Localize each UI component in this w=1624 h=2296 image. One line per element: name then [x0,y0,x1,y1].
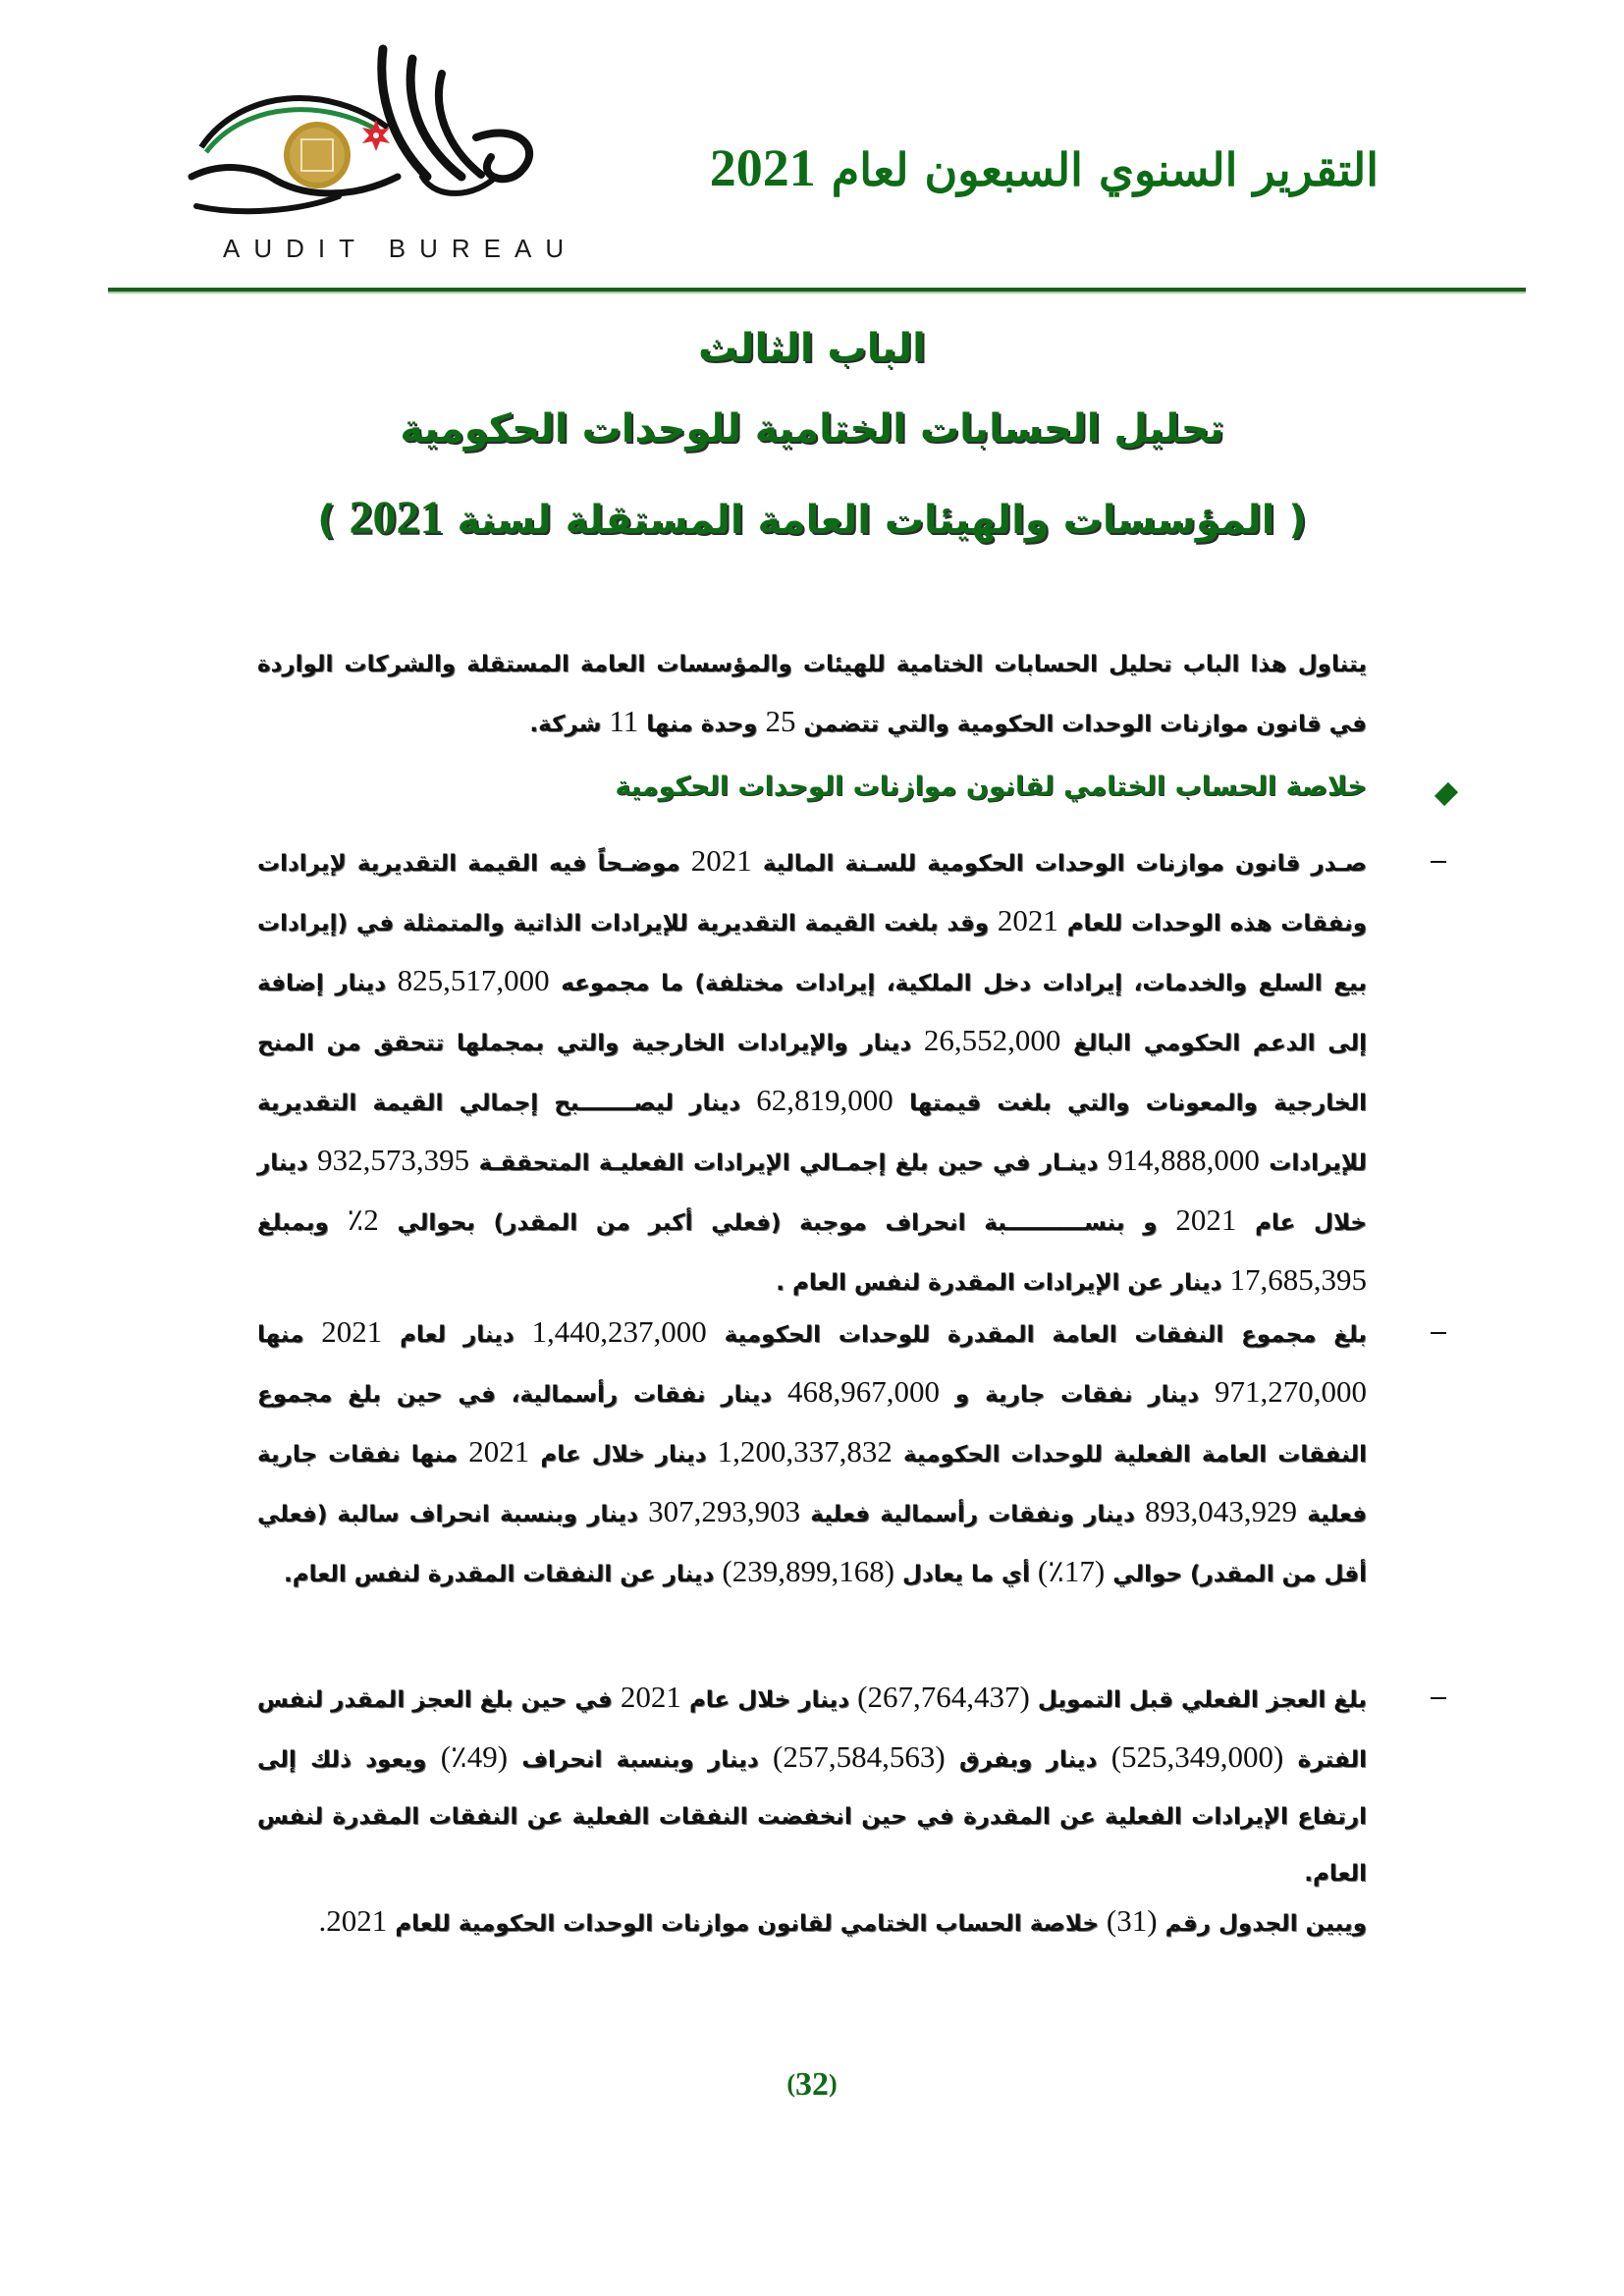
year-value: 2021 [997,903,1058,937]
actual-deficit-amount: (267,764,437) [857,1680,1030,1714]
chapter-subtitle-close: ) [317,498,336,543]
expenditure-deviation-amount: (239,899,168) [722,1554,895,1588]
report-title [710,137,1379,198]
paragraph-text: دينـار في حين بلغ إجمـالي الإيرادات الفعليـة المتحققـة [478,1150,1099,1176]
paragraph-text: دينار إضافة إلى الدعم الحكومي البالغ [257,971,1368,1056]
audit-bureau-logo [182,29,578,263]
table-reference-sentence [257,1893,1367,1952]
paragraph-text: دينار ونفقات رأسمالية فعلية [810,1502,1135,1527]
chapter-subtitle-text: ( المؤسسات والهيئات العامة المستقلة لسنة [457,498,1307,543]
paragraph-text: دينار وبنسبة انحراف سالبة (فعلي أقل من المقدر) حوالي [257,1502,1367,1587]
diamond-bullet-icon [1435,782,1458,806]
actual-total-revenue: 932,573,395 [317,1143,470,1177]
paragraph-text: دينار نفقات جارية و [954,1382,1200,1408]
page-number [0,2066,1624,2104]
paragraph-text: دينار خلال عام [688,1687,850,1713]
estimated-total-expenditure: 1,440,237,000 [531,1314,707,1349]
paragraph-text: وبمبلغ [257,1210,329,1236]
paragraph-text: ويعود ذلك إلى ارتفاع الإيرادات الفعلية عن المقدرة في حين انخفضت النفقات الفعلية عن النفقات المقدرة لنفس العام. [257,1747,1367,1887]
paragraph-text: وقد بلغت القيمة التقديرية للإيرادات الذاتية والمتمثلة في (إيرادات بيع السلع والخدمات، إيرادات دخل الملكية، إيرادات مختلفة) ما مجموعه [257,911,1367,996]
intro-text: يتناول هذا الباب تحليل الحسابات الختامية للهيئات والمؤسسات العامة المستقلة والشركات الواردة في قانون موازنات الوحدات الحكومية والتي تتضمن [257,652,1367,737]
actual-capital-expenditure: 307,293,903 [648,1494,801,1528]
paragraph-text: دينار وبنسبة انحراف [521,1747,759,1773]
paragraph-text: دينار نفقات رأسمالية، في حين بلغ مجموع النفقات العامة الفعلية للوحدات الحكومية [257,1382,1368,1468]
intro-text: وحدة منها [646,712,758,737]
estimated-capital-expenditure: 468,967,000 [787,1374,941,1409]
year-value: 2021 [468,1434,530,1468]
chapter-title: تحليل الحسابات الختامية للوحدات الحكومية [400,406,1224,452]
paragraph-text: دينار لعام [400,1322,514,1348]
expenditure-deviation-percent: (17٪) [1037,1554,1106,1588]
paragraph-text: دينار والإيرادات الخارجية والتي بمجملها تتحقق من المنح الخارجية والمعونات والتي بلغت قيمتها [257,1031,1367,1116]
dash-bullet-icon [1431,1332,1446,1334]
paragraph-text: دينار عن النفقات المقدرة لنفس العام. [284,1562,715,1587]
year-value: 2021 [620,1680,681,1714]
page-number-value: 32 [795,2066,829,2103]
paragraph-text: في حين بلغ العجز المقدر لنفس الفترة [257,1687,1368,1773]
paragraph-text: بلغ العجز الفعلي قبل التمويل [1037,1687,1368,1713]
page-number-paren: ) [829,2069,838,2098]
paragraph-text: خلاصة الحساب الختامي لقانون موازنات الوحدات الحكومية للعام [395,1911,1099,1937]
paragraph-text: ويبين الجدول رقم [1164,1911,1367,1937]
chapter-subtitle [0,491,1624,545]
year-value: 2021 [1175,1202,1237,1237]
deficit-difference-amount: (257,584,563) [773,1739,946,1774]
actual-total-expenditure: 1,200,337,832 [717,1434,893,1468]
gov-support-amount: 26,552,000 [923,1023,1061,1057]
revenue-deviation-percent: 2٪ [347,1202,379,1237]
deficit-paragraph [257,1669,1367,1902]
paragraph-text: دينار وبفرق [959,1747,1098,1773]
expenditure-paragraph [257,1304,1367,1603]
table-number: (31) [1106,1903,1158,1938]
dash-bullet-icon [1431,1697,1446,1699]
page-number-paren: ( [786,2069,795,2098]
deficit-deviation-percent: (49٪) [440,1739,509,1774]
paragraph-text: بلغ مجموع النفقات العامة المقدرة للوحدات الحكومية [724,1322,1367,1348]
units-count: 25 [765,704,796,738]
paragraph-text: أي ما يعادل [902,1562,1030,1587]
chapter-subtitle-year: 2021 [349,492,444,544]
paragraph-text: دينار عن الإيرادات المقدرة لنفس العام . [776,1270,1222,1296]
revenue-deviation-amount: 17,685,395 [1229,1262,1367,1297]
companies-count: 11 [609,704,639,738]
intro-text: شركة. [529,712,602,737]
external-grants-amount: 62,819,000 [756,1083,893,1117]
paragraph-text: و بنســــــــــبة انحراف موجبة (فعلي أكبر من المقدر) بحوالي [397,1210,1158,1236]
report-title-year: 2021 [709,138,816,197]
logo-english-caption: AUDIT BUREAU [223,234,578,263]
section-heading: خلاصة الحساب الختامي لقانون موازنات الوحدات الحكومية [615,772,1367,802]
paragraph-text: منها [257,1322,304,1348]
paragraph-text: دينار ليصـــــــبح إجمالي القيمة التقديرية للإيرادات [257,1091,1368,1176]
dash-bullet-icon [1431,861,1446,863]
estimated-current-expenditure: 971,270,000 [1214,1374,1367,1409]
paragraph-text: دينار خلال عام [540,1442,707,1468]
paragraph-text: صـدر قانون موازنات الوحدات الحكومية للسـنة المالية [762,851,1368,877]
own-revenue-amount: 825,517,000 [397,963,550,997]
estimated-total-revenue: 914,888,000 [1107,1143,1260,1177]
estimated-deficit-amount: (525,349,000) [1110,1739,1284,1774]
report-title-text: التقرير السنوي السبعون لعام [831,143,1379,196]
actual-current-expenditure: 893,043,929 [1145,1494,1298,1528]
paragraph-text: دينار خلال عام [257,1150,1367,1236]
paragraph-text: موضـحاً فيه القيمة التقديرية لإيرادات ونفقات هذه الوحدات للعام [257,851,1367,936]
paragraph-text: منها نفقات جارية فعلية [257,1442,1368,1527]
year-value: 2021 [321,1314,383,1349]
year-value: 2021. [318,1903,388,1938]
page-header [0,0,1624,294]
calligraphy-emblem-icon [182,29,555,236]
chapter-number-heading: الباب الثالث [698,326,926,371]
year-value: 2021 [690,843,752,878]
revenue-paragraph [257,832,1367,1311]
intro-paragraph [257,636,1367,753]
header-divider [108,288,1526,294]
